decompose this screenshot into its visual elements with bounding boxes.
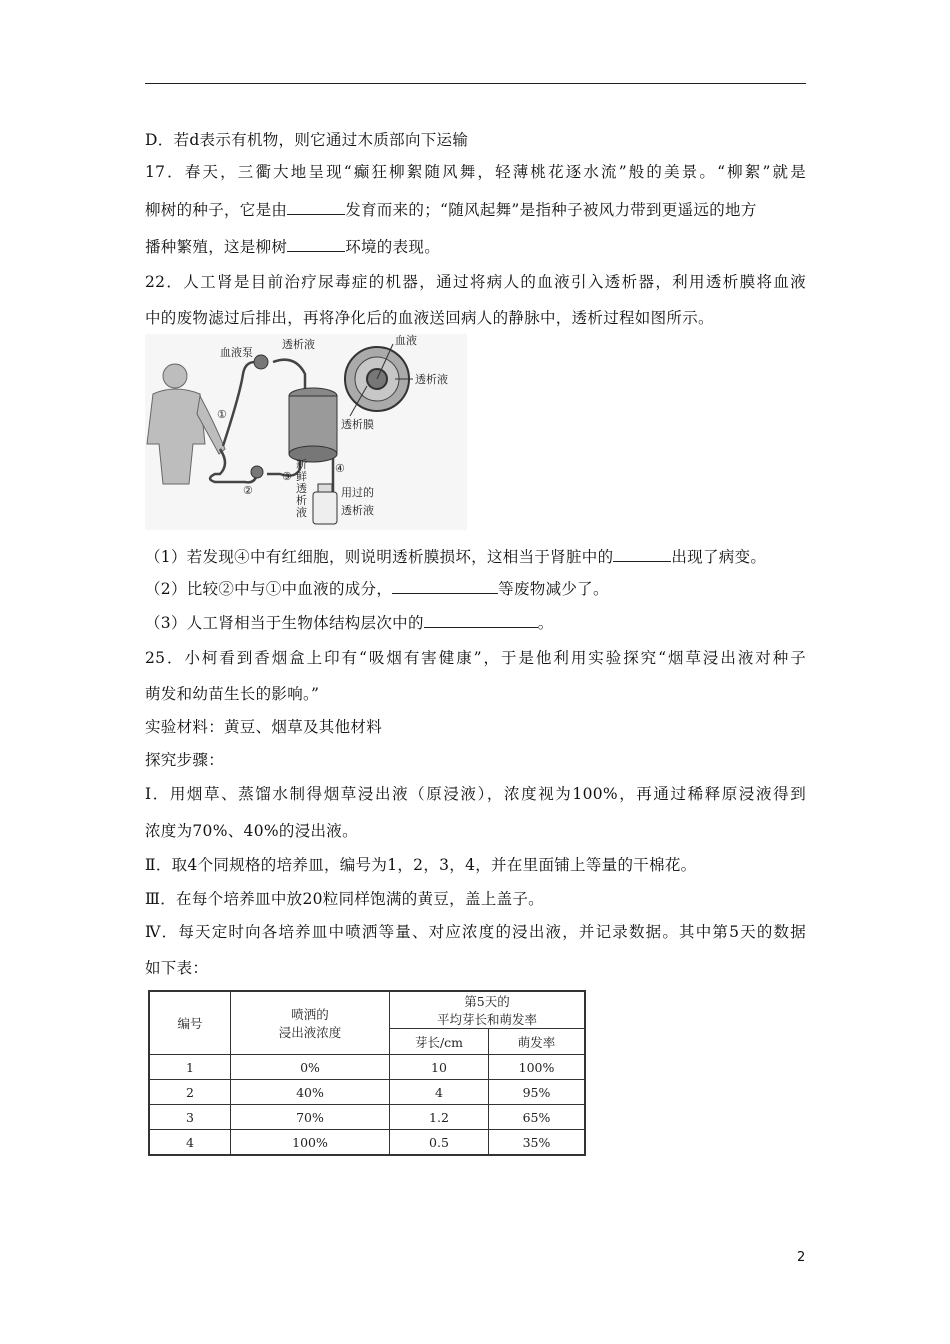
q17-line-2: [145, 200, 757, 220]
label-fresh-dialysate: [296, 458, 307, 519]
cell-conc: 100%: [231, 1130, 390, 1156]
cell-rate: 95%: [489, 1080, 586, 1105]
label-pump: 血液泵: [220, 346, 253, 359]
q22-sub-1-tail: 出现了病变。: [671, 548, 767, 566]
label-circle-2: ②: [243, 484, 253, 497]
label-circle-3: ③: [282, 470, 292, 483]
q22-sub-3-text: （3）人工肾相当于生物体结构层次中的: [145, 614, 424, 632]
table-row: [149, 1055, 585, 1080]
label-dialysate: 透析液: [282, 338, 315, 351]
cell-conc: 40%: [231, 1080, 390, 1105]
label-used-2: 透析液: [341, 504, 374, 517]
q22-sub-1: [145, 547, 766, 567]
header-id: 编号: [149, 991, 231, 1055]
q17-line-1: 17．春天，三衢大地呈现“癫狂柳絮随风舞，轻薄桃花逐水流”般的美景。“柳絮”就是: [145, 163, 806, 181]
q17-text-c: 播种繁殖，这是柳树: [145, 238, 288, 256]
label-used-1: 用过的: [341, 486, 374, 499]
answer-blank: [392, 579, 498, 594]
cell-id: 4: [149, 1130, 231, 1156]
answer-blank: [287, 237, 345, 252]
q17-text-b: 发育而来的；“随风起舞”是指种子被风力带到更遥远的地方: [345, 201, 757, 219]
q22-sub-1-text: （1）若发现④中有红细胞，则说明透析膜损坏，这相当于肾脏中的: [145, 548, 614, 566]
page-number: 2: [797, 1250, 806, 1265]
cell-sprout: 1.2: [390, 1105, 489, 1130]
q22-sub-3-tail: 。: [537, 614, 554, 632]
cell-rate: 35%: [489, 1130, 586, 1156]
step-4-line-1: Ⅳ．每天定时向各培养皿中喷洒等量、对应浓度的浸出液，并记录数据。其中第5天的数据: [145, 923, 806, 941]
q22-sub-3: [145, 613, 554, 633]
label-circle-1: ①: [217, 408, 227, 421]
svg-text:析: 析: [296, 494, 307, 507]
cell-sprout: 4: [390, 1080, 489, 1105]
cell-conc: 0%: [231, 1055, 390, 1080]
blood-pump: [254, 355, 268, 369]
option-d: D．若d表示有机物，则它通过木质部向下运输: [145, 131, 469, 149]
header-sprout-length: 芽长/cm: [390, 1029, 489, 1055]
q17-text-d: 环境的表现。: [345, 238, 441, 256]
cell-id: 2: [149, 1080, 231, 1105]
header-concentration: 喷洒的 浸出液浓度: [231, 991, 390, 1055]
step-3: Ⅲ．在每个培养皿中放20粒同样饱满的黄豆，盖上盖子。: [145, 890, 544, 908]
q22-line-2: 中的废物滤过后排出，再将净化后的血液送回病人的静脉中，透析过程如图所示。: [145, 309, 714, 327]
svg-text:新: 新: [296, 458, 307, 471]
label-circle-4: ④: [335, 462, 345, 475]
table-row: [149, 1080, 585, 1105]
q22-sub-2-text: （2）比较②中与①中血液的成分，: [145, 580, 393, 598]
cell-sprout: 10: [390, 1055, 489, 1080]
step-1-line-2: 浓度为70%、40%的浸出液。: [145, 822, 358, 840]
blood-bulb: [251, 466, 263, 478]
svg-text:透: 透: [296, 482, 307, 495]
step-2: Ⅱ．取4个同规格的培养皿，编号为1，2，3，4，并在里面铺上等量的干棉花。: [145, 856, 697, 874]
q22-line-1: 22．人工肾是目前治疗尿毒症的机器，通过将病人的血液引入透析器，利用透析膜将血液: [145, 273, 806, 291]
answer-blank: [613, 547, 671, 562]
results-table: [148, 990, 586, 1156]
q22-sub-2: [145, 579, 609, 599]
header-day5-group: 第5天的 平均芽长和萌发率: [390, 991, 586, 1029]
label-dialysate-2: 透析液: [415, 373, 448, 386]
header-germination-rate: 萌发率: [489, 1029, 586, 1055]
label-membrane: 透析膜: [341, 418, 374, 431]
table-row: [149, 1105, 585, 1130]
q17-line-3: [145, 237, 440, 257]
header-rule: [145, 83, 806, 84]
answer-blank: [287, 200, 345, 215]
dialysis-tank: [289, 388, 337, 462]
q22-sub-2-tail: 等废物减少了。: [498, 580, 609, 598]
q25-line-2: 萌发和幼苗生长的影响。”: [145, 685, 320, 703]
q17-text-a: 柳树的种子，它是由: [145, 201, 288, 219]
cell-rate: 65%: [489, 1105, 586, 1130]
table-row: [149, 1130, 585, 1156]
materials: 实验材料：黄豆、烟草及其他材料: [145, 718, 383, 736]
cell-sprout: 0.5: [390, 1130, 489, 1156]
svg-text:鲜: 鲜: [296, 470, 307, 483]
step-4-line-2: 如下表：: [145, 959, 209, 977]
cell-id: 3: [149, 1105, 231, 1130]
q25-line-1: 25．小柯看到香烟盒上印有“吸烟有害健康”，于是他利用实验探究“烟草浸出液对种子: [145, 649, 806, 667]
cell-rate: 100%: [489, 1055, 586, 1080]
svg-text:液: 液: [296, 506, 307, 519]
cell-conc: 70%: [231, 1105, 390, 1130]
answer-blank: [424, 613, 538, 628]
dialysis-diagram: [145, 334, 467, 530]
step-1-line-1: Ⅰ．用烟草、蒸馏水制得烟草浸出液（原浸液），浓度视为100%，再通过稀释原浸液得到: [145, 785, 806, 803]
steps-title: 探究步骤：: [145, 751, 225, 769]
label-blood: 血液: [395, 334, 417, 347]
cell-id: 1: [149, 1055, 231, 1080]
